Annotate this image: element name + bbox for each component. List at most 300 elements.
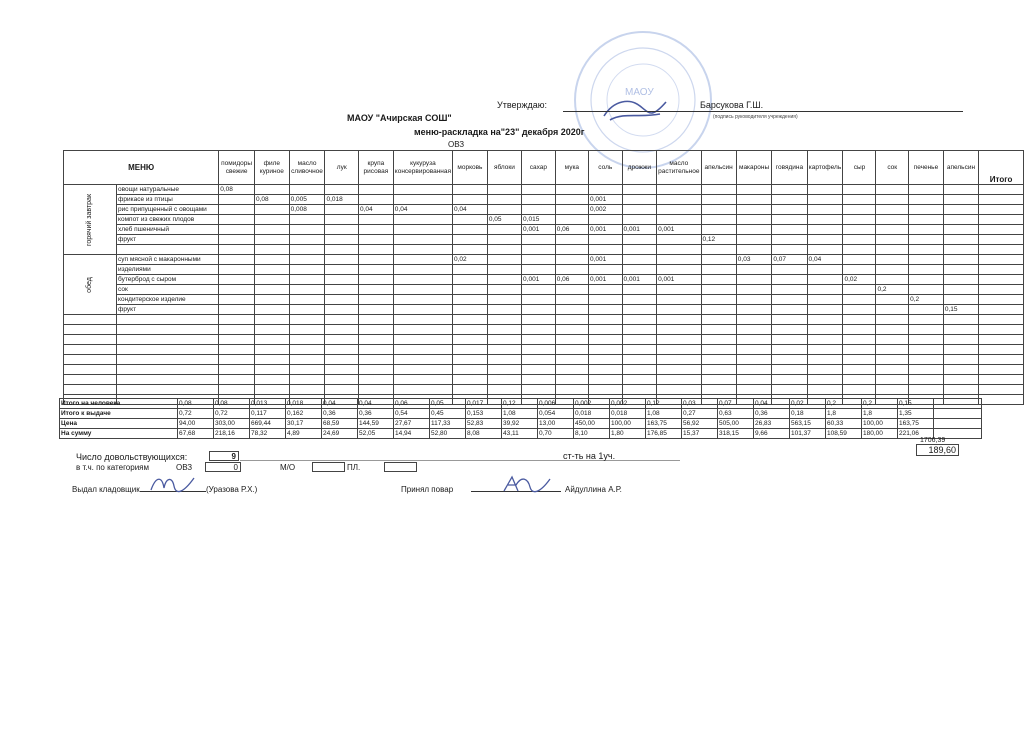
quantity-cell: 0,015: [522, 215, 556, 225]
table-row: [64, 205, 1024, 215]
quantity-cell: [843, 325, 876, 335]
quantity-cell: [325, 215, 359, 225]
quantity-cell: [522, 305, 556, 315]
summary-value: 100,00: [862, 419, 898, 429]
quantity-cell: [325, 335, 359, 345]
quantity-cell: [736, 245, 772, 255]
quantity-cell: [289, 185, 325, 195]
summary-value: 163,75: [898, 419, 934, 429]
quantity-cell: [393, 185, 452, 195]
quantity-cell: [325, 245, 359, 255]
quantity-cell: [622, 255, 657, 265]
quantity-cell: [393, 275, 452, 285]
quantity-cell: [487, 275, 521, 285]
dish-name: [117, 355, 219, 365]
quantity-cell: [487, 295, 521, 305]
quantity-cell: [289, 345, 325, 355]
summary-value: 0,117: [250, 409, 286, 419]
summary-value: 0,63: [718, 409, 754, 419]
summary-value: 0,72: [178, 409, 214, 419]
quantity-cell: [219, 385, 255, 395]
quantity-cell: [736, 295, 772, 305]
quantity-cell: [359, 195, 394, 205]
quantity-cell: 0,04: [359, 205, 394, 215]
quantity-cell: [254, 305, 289, 315]
row-total-cell: [979, 315, 1024, 325]
quantity-cell: [876, 325, 909, 335]
summary-value: 0,162: [286, 409, 322, 419]
quantity-cell: [453, 315, 488, 325]
column-header: апельсин: [701, 151, 736, 185]
summary-value: 108,59: [826, 429, 862, 439]
column-header: филе куриное: [254, 151, 289, 185]
summary-value: 0,018: [574, 409, 610, 419]
quantity-cell: [325, 295, 359, 305]
quantity-cell: [522, 255, 556, 265]
quantity-cell: [843, 195, 876, 205]
quantity-cell: 0,03: [736, 255, 772, 265]
quantity-cell: [453, 385, 488, 395]
quantity-cell: [254, 355, 289, 365]
summary-value: 101,37: [790, 429, 826, 439]
quantity-cell: [254, 225, 289, 235]
quantity-cell: [943, 235, 978, 245]
summary-value: 0,36: [322, 409, 358, 419]
quantity-cell: [701, 185, 736, 195]
quantity-cell: [254, 185, 289, 195]
total-header: Итого: [979, 151, 1024, 185]
school-name: МАОУ "Ачирская СОШ": [347, 113, 452, 123]
row-total-cell: [979, 215, 1024, 225]
column-header: сахар: [522, 151, 556, 185]
quantity-cell: [807, 375, 843, 385]
quantity-cell: [254, 215, 289, 225]
quantity-cell: [487, 345, 521, 355]
menu-header: МЕНЮ: [64, 151, 219, 185]
quantity-cell: [453, 355, 488, 365]
quantity-cell: [254, 285, 289, 295]
quantity-cell: [359, 235, 394, 245]
quantity-cell: [876, 355, 909, 365]
quantity-cell: [657, 375, 701, 385]
quantity-cell: [589, 235, 623, 245]
quantity-cell: [487, 285, 521, 295]
summary-value: 218,16: [214, 429, 250, 439]
summary-value: 0,06: [394, 399, 430, 409]
quantity-cell: [622, 265, 657, 275]
summary-value: 0,018: [286, 399, 322, 409]
summary-value: 0,04: [358, 399, 394, 409]
quantity-cell: [701, 295, 736, 305]
quantity-cell: [876, 375, 909, 385]
summary-value: 1,80: [610, 429, 646, 439]
quantity-cell: [219, 255, 255, 265]
quantity-cell: [876, 265, 909, 275]
quantity-cell: [943, 215, 978, 225]
quantity-cell: [909, 305, 944, 315]
column-header: соль: [589, 151, 623, 185]
quantity-cell: [453, 295, 488, 305]
quantity-cell: [943, 285, 978, 295]
quantity-cell: [325, 355, 359, 365]
quantity-cell: [522, 335, 556, 345]
quantity-cell: [393, 245, 452, 255]
row-total-cell: [979, 385, 1024, 395]
table-row: [64, 255, 1024, 265]
quantity-cell: [943, 265, 978, 275]
quantity-cell: [254, 245, 289, 255]
dish-name: компот из свежих плодов: [117, 215, 219, 225]
section-cell: [64, 335, 117, 345]
quantity-cell: [453, 365, 488, 375]
quantity-cell: [487, 325, 521, 335]
section-cell: [64, 325, 117, 335]
column-header: крупа рисовая: [359, 151, 394, 185]
table-row: [64, 385, 1024, 395]
quantity-cell: [736, 285, 772, 295]
quantity-cell: [909, 205, 944, 215]
quantity-cell: [555, 325, 588, 335]
quantity-cell: [701, 265, 736, 275]
quantity-cell: 0,018: [325, 195, 359, 205]
quantity-cell: [736, 205, 772, 215]
pl-label: ПЛ.: [347, 463, 361, 472]
quantity-cell: [843, 355, 876, 365]
dish-name: [117, 375, 219, 385]
summary-value: 60,33: [826, 419, 862, 429]
quantity-cell: [622, 295, 657, 305]
quantity-cell: [453, 185, 488, 195]
quantity-cell: [909, 265, 944, 275]
quantity-cell: [487, 315, 521, 325]
quantity-cell: [657, 295, 701, 305]
summary-value: 0,36: [754, 409, 790, 419]
summary-value: 1,08: [502, 409, 538, 419]
quantity-cell: [522, 195, 556, 205]
quantity-cell: [393, 345, 452, 355]
quantity-cell: [657, 285, 701, 295]
quantity-cell: [219, 285, 255, 295]
quantity-cell: [555, 255, 588, 265]
quantity-cell: [289, 315, 325, 325]
quantity-cell: 0,001: [589, 275, 623, 285]
quantity-cell: [772, 365, 807, 375]
quantity-cell: 0,04: [807, 255, 843, 265]
quantity-cell: [807, 295, 843, 305]
quantity-cell: 0,05: [487, 215, 521, 225]
quantity-cell: [325, 305, 359, 315]
summary-value: 0,45: [430, 409, 466, 419]
quantity-cell: [807, 305, 843, 315]
quantity-cell: [555, 385, 588, 395]
column-header: печенье: [909, 151, 944, 185]
quantity-cell: [657, 195, 701, 205]
summary-value: 8,10: [574, 429, 610, 439]
summary-value: 13,00: [538, 419, 574, 429]
quantity-cell: [772, 225, 807, 235]
table-row: [64, 335, 1024, 345]
summary-label: На сумму: [60, 429, 178, 439]
quantity-cell: [522, 265, 556, 275]
quantity-cell: [393, 215, 452, 225]
quantity-cell: [943, 355, 978, 365]
quantity-cell: [325, 345, 359, 355]
row-total-cell: [979, 275, 1024, 285]
ovz-label: ОВЗ: [176, 463, 193, 472]
quantity-cell: 0,02: [843, 275, 876, 285]
quantity-cell: [325, 365, 359, 375]
quantity-cell: [555, 245, 588, 255]
quantity-cell: [589, 265, 623, 275]
quantity-cell: [393, 255, 452, 265]
quantity-cell: [393, 305, 452, 315]
quantity-cell: [325, 325, 359, 335]
quantity-cell: 0,06: [555, 225, 588, 235]
column-header: дрожжи: [622, 151, 657, 185]
quantity-cell: [219, 295, 255, 305]
quantity-cell: [736, 345, 772, 355]
dish-name: рис припущенный с овощами: [117, 205, 219, 215]
cook-signature: [500, 471, 555, 495]
quantity-cell: [622, 185, 657, 195]
quantity-cell: [701, 355, 736, 365]
summary-value: 0,006: [538, 399, 574, 409]
quantity-cell: [487, 225, 521, 235]
quantity-cell: [657, 315, 701, 325]
quantity-cell: [701, 385, 736, 395]
quantity-cell: [807, 355, 843, 365]
table-row: [64, 325, 1024, 335]
quantity-cell: [657, 245, 701, 255]
table-row: [64, 375, 1024, 385]
quantity-cell: [555, 345, 588, 355]
quantity-cell: [522, 345, 556, 355]
table-row: [64, 355, 1024, 365]
summary-value: 56,92: [682, 419, 718, 429]
section-label-text: горячий завтрак: [86, 193, 94, 246]
row-total-cell: [979, 395, 1024, 405]
summary-value: 0,12: [502, 399, 538, 409]
summary-value: 0,18: [790, 409, 826, 419]
summary-value: 14,94: [394, 429, 430, 439]
table-row: [64, 315, 1024, 325]
summary-label: Итого на человека: [60, 399, 178, 409]
summary-row: [60, 409, 982, 419]
summary-value: 1,8: [862, 409, 898, 419]
quantity-cell: [289, 255, 325, 265]
quantity-cell: [943, 275, 978, 285]
quantity-cell: [843, 385, 876, 395]
dish-name: [117, 325, 219, 335]
dish-name: фрукт: [117, 305, 219, 315]
quantity-cell: [772, 355, 807, 365]
quantity-cell: [657, 345, 701, 355]
quantity-cell: 0,15: [943, 305, 978, 315]
summary-total: [934, 399, 982, 409]
quantity-cell: [254, 335, 289, 345]
quantity-cell: [254, 255, 289, 265]
summary-total: [934, 409, 982, 419]
quantity-cell: 0,001: [589, 195, 623, 205]
summary-value: 0,15: [898, 399, 934, 409]
quantity-cell: [843, 365, 876, 375]
summary-value: 669,44: [250, 419, 286, 429]
quantity-cell: [359, 245, 394, 255]
quantity-cell: [289, 305, 325, 315]
quantity-cell: [325, 375, 359, 385]
row-total-cell: [979, 185, 1024, 195]
quantity-cell: [487, 245, 521, 255]
dish-name: [117, 385, 219, 395]
quantity-cell: [555, 215, 588, 225]
quantity-cell: [325, 385, 359, 395]
quantity-cell: [325, 275, 359, 285]
quantity-cell: [289, 325, 325, 335]
quantity-cell: 0,04: [453, 205, 488, 215]
quantity-cell: [393, 335, 452, 345]
quantity-cell: 0,07: [772, 255, 807, 265]
quantity-cell: [325, 315, 359, 325]
row-total-cell: [979, 205, 1024, 215]
quantity-cell: [393, 295, 452, 305]
quantity-cell: [555, 205, 588, 215]
summary-value: 78,32: [250, 429, 286, 439]
dish-name: [117, 345, 219, 355]
summary-value: 43,11: [502, 429, 538, 439]
quantity-cell: [943, 325, 978, 335]
quantity-cell: [359, 285, 394, 295]
quantity-cell: [943, 225, 978, 235]
quantity-cell: [843, 285, 876, 295]
storekeeper-name: (Уразова Р.Х.): [206, 485, 258, 494]
quantity-cell: [219, 305, 255, 315]
ovz-count: 0: [205, 462, 241, 472]
summary-value: 0,03: [682, 399, 718, 409]
table-row: [64, 265, 1024, 275]
row-total-cell: [979, 265, 1024, 275]
quantity-cell: [289, 295, 325, 305]
section-cell: [64, 315, 117, 325]
quantity-cell: [843, 255, 876, 265]
quantity-cell: [807, 195, 843, 205]
column-header: масло сливочное: [289, 151, 325, 185]
quantity-cell: [522, 385, 556, 395]
quantity-cell: [487, 355, 521, 365]
quantity-cell: [657, 205, 701, 215]
quantity-cell: [393, 385, 452, 395]
quantity-cell: [393, 355, 452, 365]
quantity-cell: [289, 225, 325, 235]
quantity-cell: [589, 345, 623, 355]
quantity-cell: [254, 345, 289, 355]
quantity-cell: [453, 285, 488, 295]
quantity-cell: [807, 245, 843, 255]
quantity-cell: [736, 335, 772, 345]
summary-label: Итого к выдаче: [60, 409, 178, 419]
quantity-cell: [909, 315, 944, 325]
row-total-cell: [979, 325, 1024, 335]
table-row: [64, 195, 1024, 205]
summary-value: 68,59: [322, 419, 358, 429]
quantity-cell: [622, 285, 657, 295]
quantity-cell: [736, 215, 772, 225]
quantity-cell: [736, 315, 772, 325]
quantity-cell: [876, 225, 909, 235]
quantity-cell: [219, 375, 255, 385]
quantity-cell: 0,001: [589, 225, 623, 235]
row-total-cell: [979, 285, 1024, 295]
summary-value: 0,27: [682, 409, 718, 419]
quantity-cell: [219, 205, 255, 215]
quantity-cell: 0,001: [657, 225, 701, 235]
quantity-cell: [453, 245, 488, 255]
summary-value: 505,00: [718, 419, 754, 429]
quantity-cell: [589, 325, 623, 335]
quantity-cell: [289, 385, 325, 395]
section-cell: [64, 365, 117, 375]
quantity-cell: [876, 245, 909, 255]
quantity-cell: [876, 185, 909, 195]
quantity-cell: [736, 385, 772, 395]
quantity-cell: [359, 355, 394, 365]
quantity-cell: [909, 185, 944, 195]
quantity-cell: [359, 315, 394, 325]
row-total-cell: [979, 295, 1024, 305]
quantity-cell: [772, 335, 807, 345]
row-total-cell: [979, 225, 1024, 235]
quantity-cell: [254, 365, 289, 375]
quantity-cell: [219, 315, 255, 325]
quantity-cell: 0,008: [289, 205, 325, 215]
quantity-cell: [807, 235, 843, 245]
quantity-cell: 0,001: [657, 275, 701, 285]
column-header: апельсин: [943, 151, 978, 185]
row-total-cell: [979, 365, 1024, 375]
grand-total-value: 1706,39: [920, 437, 946, 444]
summary-value: 0,72: [214, 409, 250, 419]
quantity-cell: [807, 385, 843, 395]
quantity-cell: [736, 365, 772, 375]
section-cell: [64, 345, 117, 355]
quantity-cell: [701, 215, 736, 225]
quantity-cell: [943, 375, 978, 385]
quantity-cell: [487, 205, 521, 215]
quantity-cell: [393, 265, 452, 275]
quantity-cell: [807, 265, 843, 275]
quantity-cell: [943, 345, 978, 355]
summary-value: 67,68: [178, 429, 214, 439]
quantity-cell: [807, 325, 843, 335]
table-row: [64, 285, 1024, 295]
quantity-cell: [657, 335, 701, 345]
table-row: [64, 245, 1024, 255]
table-row: [64, 215, 1024, 225]
quantity-cell: [909, 255, 944, 265]
quantity-cell: [943, 185, 978, 195]
quantity-cell: [657, 185, 701, 195]
document-title: меню-раскладка на"23" декабря 2020г: [414, 127, 585, 137]
quantity-cell: [393, 315, 452, 325]
summary-value: 1,8: [826, 409, 862, 419]
quantity-cell: [622, 345, 657, 355]
quantity-cell: [522, 375, 556, 385]
column-header: мука: [555, 151, 588, 185]
quantity-cell: [522, 205, 556, 215]
summary-row: [60, 419, 982, 429]
quantity-cell: [772, 345, 807, 355]
row-total-cell: [979, 195, 1024, 205]
quantity-cell: [772, 265, 807, 275]
